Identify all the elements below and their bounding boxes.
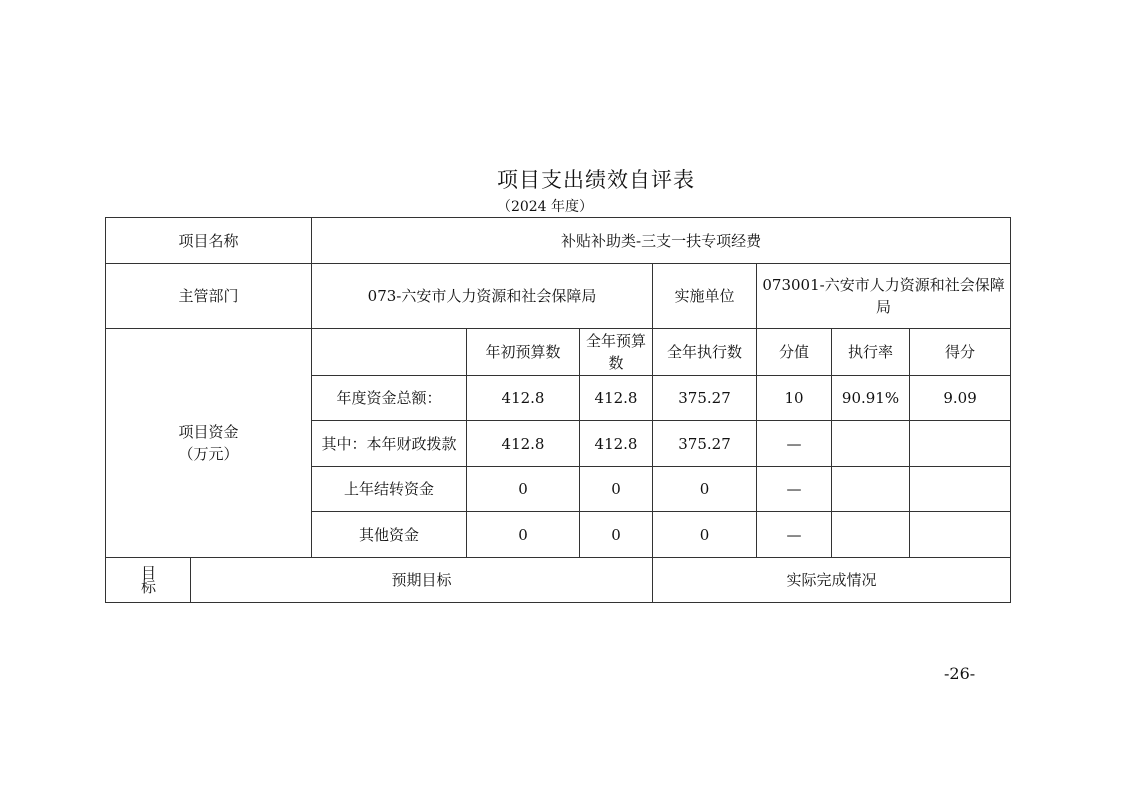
- header-score: 得分: [910, 329, 1011, 376]
- department-row: [106, 264, 1011, 329]
- header-annual-executed: 全年执行数: [653, 329, 757, 376]
- performance-table: [105, 217, 1011, 603]
- cell-executed: 375.27: [653, 421, 757, 467]
- row-label: 上年结转资金: [312, 467, 467, 512]
- cell-annual: 0: [580, 512, 653, 558]
- cell-score: [910, 512, 1011, 558]
- cell-score-value: 10: [757, 376, 832, 421]
- row-label: 年度资金总额：: [312, 376, 467, 421]
- project-name-label: 项目名称: [106, 218, 312, 264]
- department-value: 073-六安市人力资源和社会保障局: [312, 264, 653, 329]
- cell-score-value: —: [757, 512, 832, 558]
- page-number: -26-: [944, 664, 976, 683]
- implementing-unit-label: 实施单位: [653, 264, 757, 329]
- header-annual-budget: 全年预算数: [580, 329, 653, 376]
- cell-executed: 375.27: [653, 376, 757, 421]
- header-initial-budget: 年初预算数: [467, 329, 580, 376]
- goals-label: [106, 558, 191, 603]
- cell-score: [910, 467, 1011, 512]
- funds-label-text: 项目资金: [178, 423, 239, 441]
- actual-completion-header: 实际完成情况: [653, 558, 1011, 603]
- implementing-unit-value: 073001-六安市人力资源和社会保障局: [757, 264, 1011, 329]
- cell-annual: 0: [580, 467, 653, 512]
- header-score-value: 分值: [757, 329, 832, 376]
- funds-unit-text: （万元）: [178, 445, 239, 463]
- cell-annual: 412.8: [580, 421, 653, 467]
- cell-score-value: —: [757, 421, 832, 467]
- funds-header-row: [106, 329, 1011, 376]
- cell-rate: [832, 512, 910, 558]
- goals-row: [106, 558, 1011, 603]
- page-subtitle: （2024 年度）: [496, 199, 594, 215]
- row-label: 其中：本年财政拨款: [312, 421, 467, 467]
- cell-executed: 0: [653, 467, 757, 512]
- project-name-value: 补贴补助类-三支一扶专项经费: [312, 218, 1011, 264]
- cell-initial: 412.8: [467, 421, 580, 467]
- goals-label-text: 目标: [141, 564, 157, 596]
- cell-score: 9.09: [910, 376, 1011, 421]
- expected-goals-header: 预期目标: [191, 558, 653, 603]
- cell-initial: 412.8: [467, 376, 580, 421]
- cell-rate: 90.91%: [832, 376, 910, 421]
- cell-executed: 0: [653, 512, 757, 558]
- cell-annual: 412.8: [580, 376, 653, 421]
- department-label: 主管部门: [106, 264, 312, 329]
- funds-header-blank: [312, 329, 467, 376]
- funds-label: [106, 329, 312, 558]
- cell-score-value: —: [757, 467, 832, 512]
- header-execution-rate: 执行率: [832, 329, 910, 376]
- cell-initial: 0: [467, 467, 580, 512]
- page-title: 项目支出绩效自评表: [497, 168, 695, 192]
- row-label: 其他资金: [312, 512, 467, 558]
- project-name-row: [106, 218, 1011, 264]
- cell-initial: 0: [467, 512, 580, 558]
- cell-rate: [832, 467, 910, 512]
- cell-rate: [832, 421, 910, 467]
- cell-score: [910, 421, 1011, 467]
